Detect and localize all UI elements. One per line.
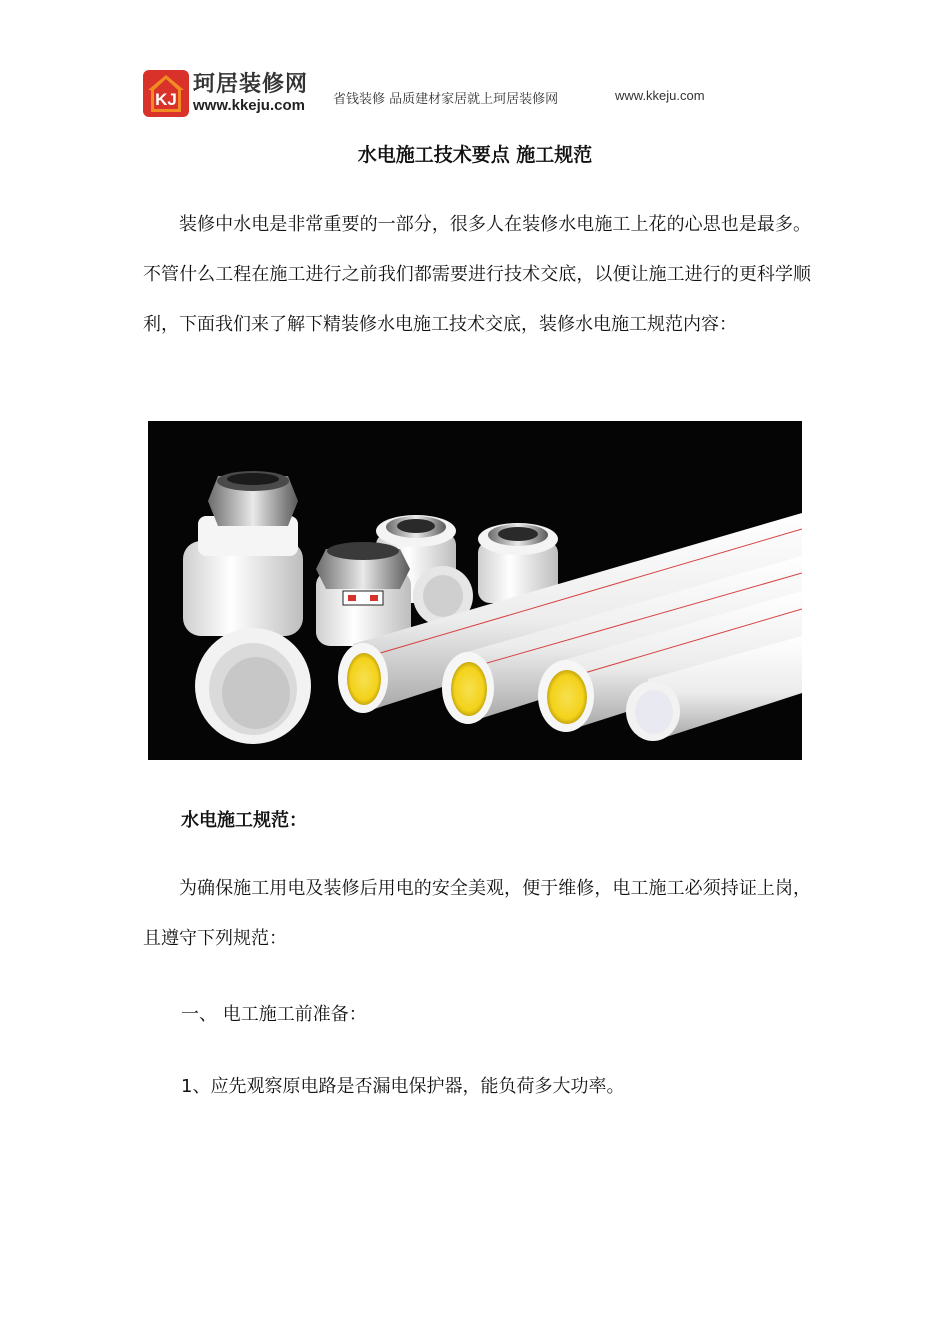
site-logo[interactable] <box>143 68 318 120</box>
list-heading: 一、 电工施工前准备： <box>181 1004 367 1025</box>
logo-text: 珂居装修网 <box>193 72 309 97</box>
logo-url: www.kkeju.com <box>193 97 305 114</box>
section-heading: 水电施工规范： <box>181 810 307 831</box>
header-slogan: 省钱装修 品质建材家居就上珂居装修网 <box>333 92 559 107</box>
pipes-photo <box>148 421 802 760</box>
page-title: 水电施工技术要点 施工规范 <box>357 144 593 166</box>
section-intro-paragraph: 为确保施工用电及装修后用电的安全美观，便于维修，电工施工必须持证上岗，且遵守下列规范： <box>143 878 811 949</box>
union-fitting <box>316 542 411 646</box>
house-logo-icon <box>143 70 189 117</box>
logo-mark: KJ <box>155 90 177 109</box>
intro-paragraph: 装修中水电是非常重要的一部分，很多人在装修水电施工上花的心思也是最多。不管什么工程在施工进行之前我们都需要进行技术交底，以便让施工进行的更科学顺利，下面我们来了解下精装修水电施工技术交底，装修水电施工规范内容： <box>143 214 811 335</box>
header-site-link[interactable]: www.kkeju.com <box>615 88 705 103</box>
page-header <box>143 68 823 120</box>
list-item: 1、应先观察原电路是否漏电保护器，能负荷多大功率。 <box>181 1076 625 1097</box>
